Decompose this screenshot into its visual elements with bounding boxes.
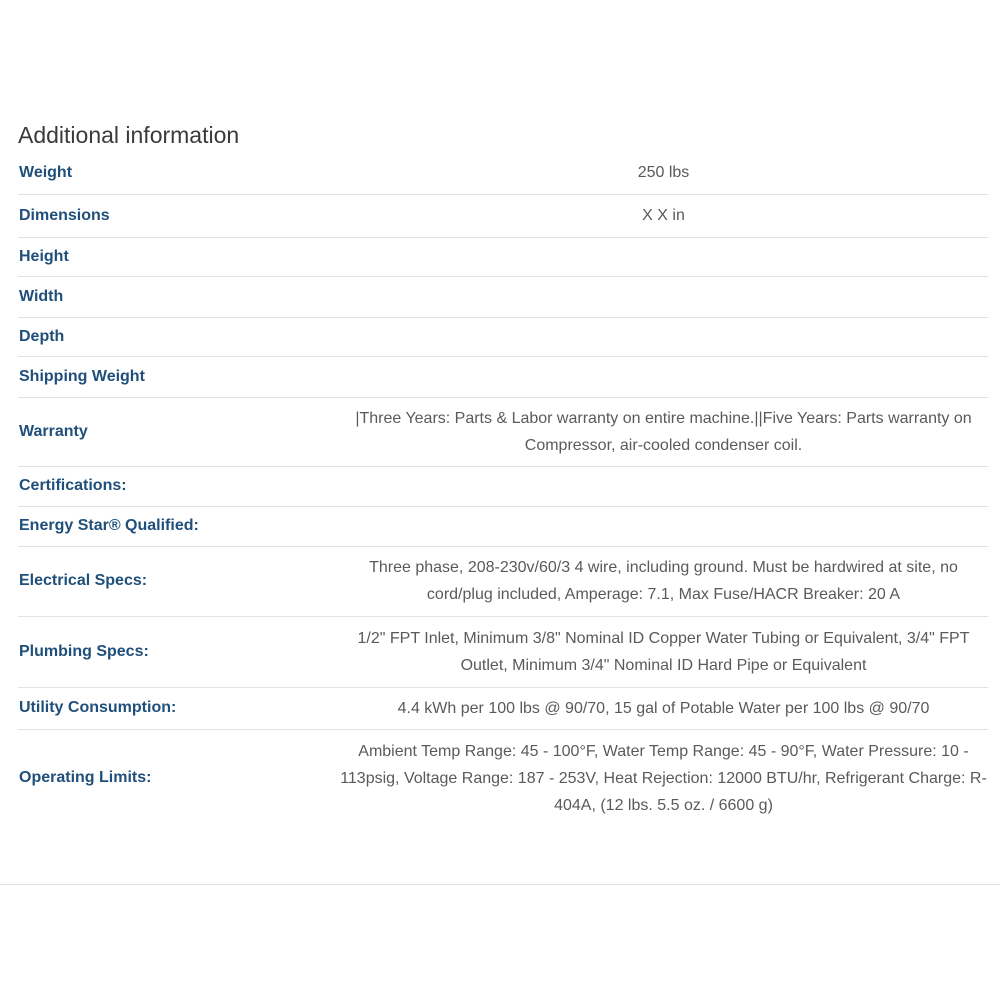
table-row (18, 616, 988, 687)
row-value (339, 506, 988, 546)
table-row (18, 356, 988, 397)
row-value (339, 237, 988, 276)
row-value (339, 466, 988, 506)
table-row (18, 194, 988, 237)
table-row (18, 276, 988, 317)
row-value: 4.4 kWh per 100 lbs @ 90/70, 15 gal of Potable Water per 100 lbs @ 90/70 (397, 699, 930, 717)
row-value: Ambient Temp Range: 45 - 100°F, Water Temp Range: 45 - 90°F, Water Pressure: 10 - 113psig, Voltage Range: 187 - 253V, Heat Rejection: 12000 BTU/hr, Refrigerant Charge: R-404A, (12 lbs. 5.5 oz. / 6600 g) (340, 742, 987, 814)
row-value (339, 276, 988, 317)
row-label: Utility Consumption: (19, 699, 177, 716)
table-row (18, 546, 988, 616)
row-value: 1/2" FPT Inlet, Minimum 3/8" Nominal ID Copper Water Tubing or Equivalent, 3/4" FPT Outlet, Minimum 3/4" Nominal ID Hard Pipe or Equivalent (357, 629, 970, 674)
row-label: Dimensions (19, 206, 110, 224)
row-label: Width (19, 287, 64, 305)
row-label: Certifications: (19, 477, 127, 494)
row-label: Warranty (19, 422, 88, 440)
table-row (18, 317, 988, 356)
row-value: Three phase, 208-230v/60/3 4 wire, including ground. Must be hardwired at site, no cord/plug included, Amperage: 7.1, Max Fuse/HACR Breaker: 20 A (369, 559, 958, 603)
table-row (18, 506, 988, 546)
section-title: Additional information (18, 122, 240, 148)
row-value (339, 317, 988, 356)
row-label: Depth (19, 327, 65, 345)
row-value (339, 356, 988, 397)
bottom-divider (0, 884, 1000, 885)
table-row (18, 152, 988, 194)
row-label: Weight (19, 163, 73, 181)
row-value: 250 lbs (637, 164, 690, 182)
row-label: Height (19, 247, 69, 265)
row-label: Shipping Weight (19, 367, 145, 385)
specs-table (18, 152, 988, 827)
table-row (18, 237, 988, 276)
table-row (18, 397, 988, 466)
additional-information-panel (18, 118, 988, 827)
row-label: Plumbing Specs: (19, 642, 149, 660)
row-label: Operating Limits: (19, 769, 152, 787)
row-value: |Three Years: Parts & Labor warranty on entire machine.||Five Years: Parts warranty on Compressor, air-cooled condenser coil. (355, 409, 972, 454)
table-row (18, 687, 988, 729)
row-label: Energy Star® Qualified: (19, 517, 199, 534)
table-row (18, 466, 988, 506)
row-label: Electrical Specs: (19, 572, 148, 589)
row-value: X X in (642, 207, 685, 224)
table-row (18, 729, 988, 827)
